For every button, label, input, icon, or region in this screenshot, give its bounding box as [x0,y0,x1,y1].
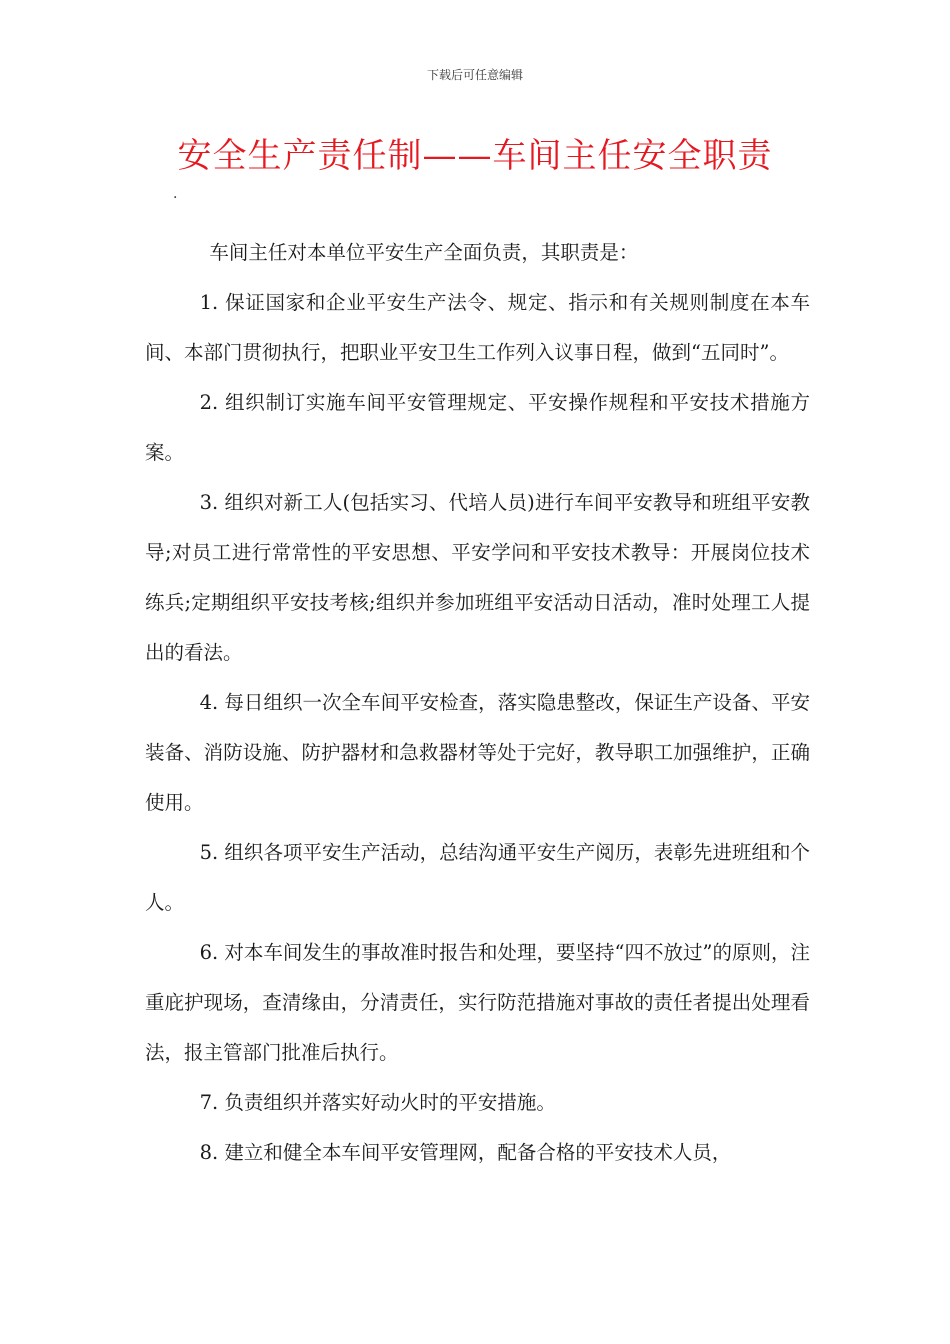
duty-item-1: 1. 保证国家和企业平安生产法令、规定、指示和有关规则制度在本车间、本部门贯彻执行，把职业平安卫生工作列入议事日程，做到“五同时”。 [145,291,810,364]
header-note: 下载后可任意编辑 [426,68,523,82]
dot-mark: · [173,190,178,206]
document-body [145,228,810,1178]
duty-item-6: 6. 对本车间发生的事故准时报告和处理，要坚持“四不放过”的原则，注重庇护现场，查清缘由，分清责任，实行防范措施对事故的责任者提出处理看法，报主管部门批准后执行。 [145,941,810,1064]
duty-item-5: 5. 组织各项平安生产活动，总结沟通平安生产阅历，表彰先进班组和个人。 [145,841,810,914]
intro-paragraph: 车间主任对本单位平安生产全面负责，其职责是： [209,241,639,264]
duty-item-8: 8. 建立和健全本车间平安管理网，配备合格的平安技术人员， [199,1141,732,1164]
duty-item-3: 3. 组织对新工人(包括实习、代培人员)进行车间平安教导和班组平安教导;对员工进行常常性的平安思想、平安学问和平安技术教导：开展岗位技术练兵;定期组织平安技考核;组织并参加班组平安活动日活动，准时处理工人提出的看法。 [145,491,810,664]
document-title: 安全生产责任制——车间主任安全职责 [177,136,773,176]
duty-item-2: 2. 组织制订实施车间平安管理规定、平安操作规程和平安技术措施方案。 [145,391,810,464]
duty-item-7: 7. 负责组织并落实好动火时的平安措施。 [199,1091,556,1114]
duty-item-4: 4. 每日组织一次全车间平安检查，落实隐患整改，保证生产设备、平安装备、消防设施、防护器材和急救器材等处于完好，教导职工加强维护，正确使用。 [145,691,810,814]
